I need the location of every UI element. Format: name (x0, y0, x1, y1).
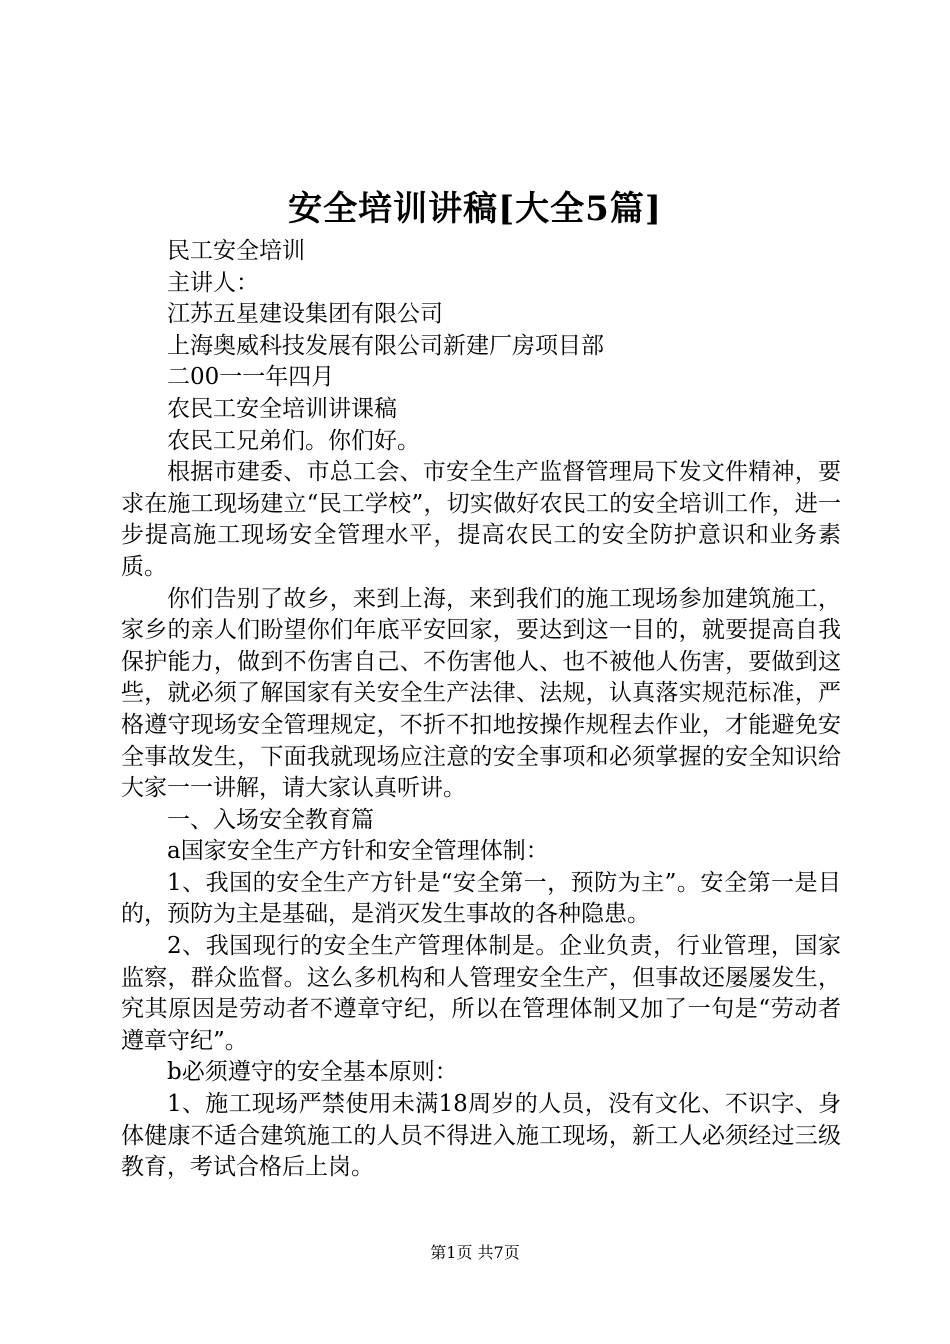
paragraph: 农民工安全培训讲课稿 (167, 395, 397, 422)
page-footer: 第1页 共7页 (430, 1243, 520, 1262)
paragraph: 江苏五星建设集团有限公司 (167, 301, 443, 328)
paragraph: 上海奥威科技发展有限公司新建厂房项目部 (167, 332, 604, 359)
paragraph: 民工安全培训 (167, 238, 305, 264)
document-body (121, 236, 841, 1184)
paragraph: 1、我国的安全生产方针是“安全第一，预防为主”。安全第一是目的，预防为主是基础，是消灭发生事故的各种隐患。 (121, 869, 841, 928)
section-heading: 一、入场安全教育篇 (167, 806, 374, 833)
paragraph: 1、施工现场严禁使用未满18周岁的人员，没有文化、不识字、身体健康不适合建筑施工的人员不得进入施工现场，新工人必须经过三级教育，考试合格后上岗。 (121, 1091, 841, 1181)
subsection-heading: a国家安全生产方针和安全管理体制： (167, 838, 549, 865)
paragraph: 你们告别了故乡，来到上海，来到我们的施工现场参加建筑施工，家乡的亲人们盼望你们年底平安回家，要达到这一目的，就要提高自我保护能力，做到不伤害自己、不伤害他人、也不被他人伤害，要做到这些，就必须了解国家有关安全生产法律、法规，认真落实规范标准，严格遵守现场安全管理规定，不折不扣地按操作规程去作业，才能避免安全事故发生，下面我就现场应注意的安全事项和必须掌握的安全知识给大家一一讲解，请大家认真听讲。 (121, 585, 841, 802)
paragraph: 二00一一年四月 (167, 364, 335, 391)
paragraph: 根据市建委、市总工会、市安全生产监督管理局下发文件精神，要求在施工现场建立“民工学校”，切实做好农民工的安全培训工作，进一步提高施工现场安全管理水平，提高农民工的安全防护意识和业务素质。 (121, 459, 841, 580)
paragraph: 主讲人： (167, 269, 259, 296)
paragraph: 农民工兄弟们。你们好。 (167, 427, 420, 454)
subsection-heading: b必须遵守的安全基本原则： (167, 1059, 458, 1086)
paragraph: 2、我国现行的安全生产管理体制是。企业负责，行业管理，国家监察，群众监督。这么多机构和人管理安全生产，但事故还屡屡发生，究其原因是劳动者不遵章守纪，所以在管理体制又加了一句是“劳动者遵章守纪”。 (121, 933, 841, 1054)
document-title: 安全培训讲稿[大全5篇] (288, 189, 662, 229)
